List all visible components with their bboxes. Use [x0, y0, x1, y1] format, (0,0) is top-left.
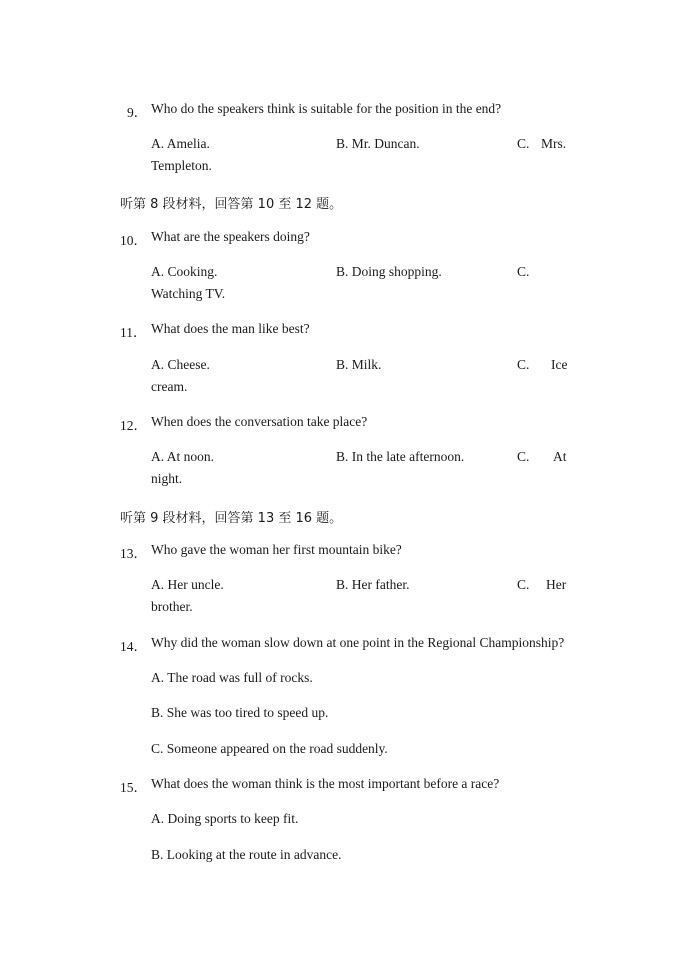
question-text: Who do the speakers think is suitable for the position in the end? — [151, 101, 502, 116]
option-c-label: C. — [517, 136, 530, 151]
option-b: B. Milk. — [336, 357, 382, 372]
option-c-label: C. — [517, 357, 530, 372]
option-a: A. Doing sports to keep fit. — [151, 811, 299, 826]
question-text: Why did the woman slow down at one point in the Regional Championship? — [151, 635, 565, 650]
question-text: What does the man like best? — [151, 321, 310, 336]
option-b: B. Doing shopping. — [336, 264, 442, 279]
option-a: A. Cooking. — [151, 264, 218, 279]
question-number: 11． — [120, 325, 147, 340]
question-number: 9． — [127, 105, 148, 120]
option-b: B. Her father. — [336, 577, 410, 592]
option-c-wrap: Watching TV. — [151, 286, 226, 301]
option-b: B. Mr. Duncan. — [336, 136, 420, 151]
option-b: B. In the late afternoon. — [336, 449, 465, 464]
option-c-wrap: night. — [151, 471, 183, 486]
question-number: 15． — [120, 780, 147, 795]
question-number: 13． — [120, 546, 147, 561]
option-a: A. At noon. — [151, 449, 215, 464]
question-number: 12． — [120, 418, 147, 433]
question-text: Who gave the woman her first mountain bike? — [151, 542, 402, 557]
option-c-label: C. — [517, 577, 530, 592]
question-text: When does the conversation take place? — [151, 414, 368, 429]
option-b: B. Looking at the route in advance. — [151, 847, 342, 862]
option-c: C. Someone appeared on the road suddenly. — [151, 741, 388, 756]
option-a: A. Cheese. — [151, 357, 210, 372]
option-a: A. The road was full of rocks. — [151, 670, 313, 685]
option-c-wrap: Templeton. — [151, 158, 212, 173]
option-a: A. Her uncle. — [151, 577, 224, 592]
option-c-text: Ice — [551, 357, 568, 372]
section-heading: 听第 9 段材料，回答第 13 至 16 题。 — [120, 511, 343, 526]
option-c-wrap: cream. — [151, 379, 188, 394]
option-a: A. Amelia. — [151, 136, 210, 151]
option-c-label: C. — [517, 264, 530, 279]
option-c-text: Her — [546, 577, 567, 592]
option-c-text: Mrs. — [541, 136, 567, 151]
option-c-wrap: brother. — [151, 599, 193, 614]
option-c-label: C. — [517, 449, 530, 464]
question-number: 10． — [120, 233, 147, 248]
option-b: B. She was too tired to speed up. — [151, 705, 329, 720]
question-number: 14． — [120, 639, 147, 654]
question-text: What does the woman think is the most important before a race? — [151, 776, 500, 791]
question-text: What are the speakers doing? — [151, 229, 310, 244]
section-heading: 听第 8 段材料，回答第 10 至 12 题。 — [120, 197, 343, 212]
option-c-text: At — [553, 449, 567, 464]
